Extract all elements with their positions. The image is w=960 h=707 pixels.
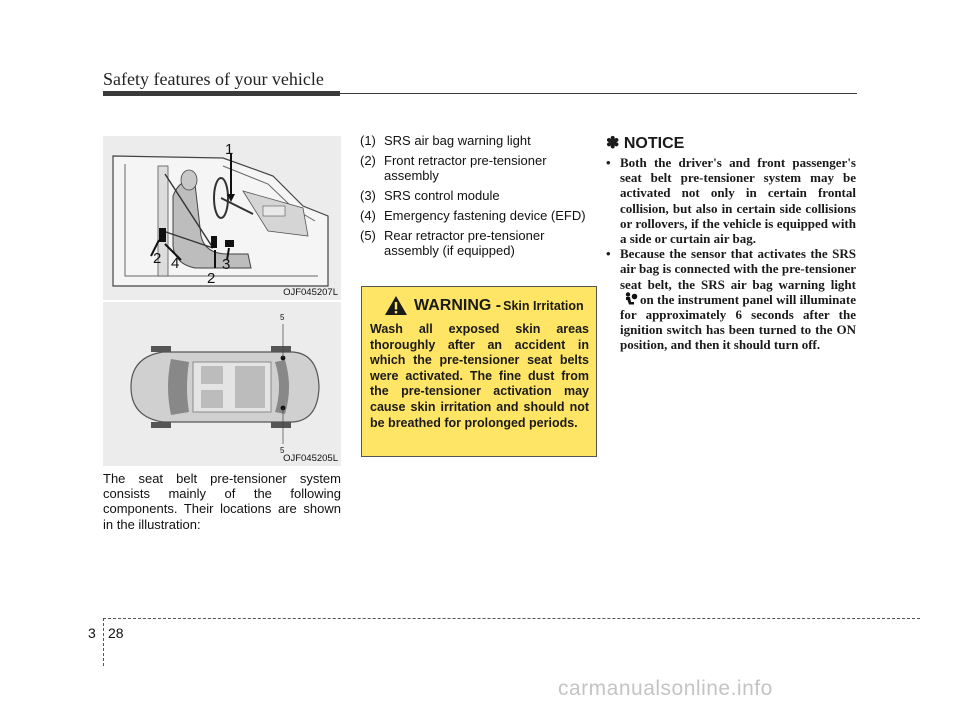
page-number: 28: [108, 625, 124, 641]
notice-title: ✽ NOTICE: [606, 135, 685, 152]
car-top-illustration: [103, 302, 341, 466]
footer-rule: [103, 618, 920, 619]
page-header-title: Safety features of your vehicle: [103, 69, 324, 89]
list-item: (4) Emergency fastening device (EFD): [360, 208, 586, 223]
figure-caption-2: OJF045205L: [283, 453, 338, 464]
warning-label: WARNING -: [414, 296, 502, 314]
car-side-illustration: [103, 136, 341, 300]
callout-2-left: 2: [153, 250, 162, 267]
callout-3: 3: [222, 256, 231, 273]
warning-heading: [384, 295, 584, 316]
figure-side-view: [103, 136, 341, 300]
notice-item: • Both the driver's and front passenger's seat belt pre-tensioner system may be activated not only in certain frontal collision, but also in certain side collisions or rollovers, if the vehicle is equipped with a side or curtain air bag.: [606, 155, 856, 247]
list-item: (1) SRS air bag warning light: [360, 133, 531, 148]
airbag-warning-icon: [622, 292, 638, 306]
warning-triangle-icon: [384, 295, 408, 316]
list-item: (2) Front retractor pre-tensioner assembly: [360, 153, 547, 183]
header-rule: [340, 93, 857, 94]
warning-text: Wash all exposed skin areas thoroughly after an accident in which the pre-tensioner seat belts were activated. The fine dust from the pre-tensioner activation may cause skin irritation and should not be breathed for prolonged periods.: [370, 322, 589, 430]
list-item: (3) SRS control module: [360, 188, 500, 203]
component-list: [360, 133, 595, 263]
intro-paragraph: The seat belt pre-tensioner system consists mainly of the following components. Their locations are shown in the illustration:: [103, 471, 341, 532]
callout-4: 4: [171, 255, 180, 272]
warning-subject: Skin Irritation: [503, 298, 584, 313]
list-item: (5) Rear retractor pre-tensioner assembly (if equipped): [360, 228, 545, 258]
callout-2-bottom: 2: [207, 270, 216, 287]
callout-5-bottom: 5: [280, 446, 285, 455]
footer-vertical-rule: [103, 618, 104, 666]
figure-caption-1: OJF045207L: [283, 287, 338, 298]
watermark: carmanualsonline.info: [558, 677, 773, 700]
callout-5-top: 5: [280, 313, 285, 322]
section-number: 3: [88, 625, 96, 641]
header-bar: [103, 91, 340, 96]
warning-box: [361, 286, 597, 457]
figure-top-view: [103, 302, 341, 466]
notice-item: • Because the sensor that activates the SRS air bag is connected with the pre-tensioner seat belt, the SRS air bag warning light on the instrument panel will illuminate for approximately 6 seconds after the ignition switch has been turned to the ON position, and then it should turn off.: [606, 246, 856, 353]
notice-list: [606, 155, 856, 353]
callout-1: 1: [225, 141, 234, 158]
